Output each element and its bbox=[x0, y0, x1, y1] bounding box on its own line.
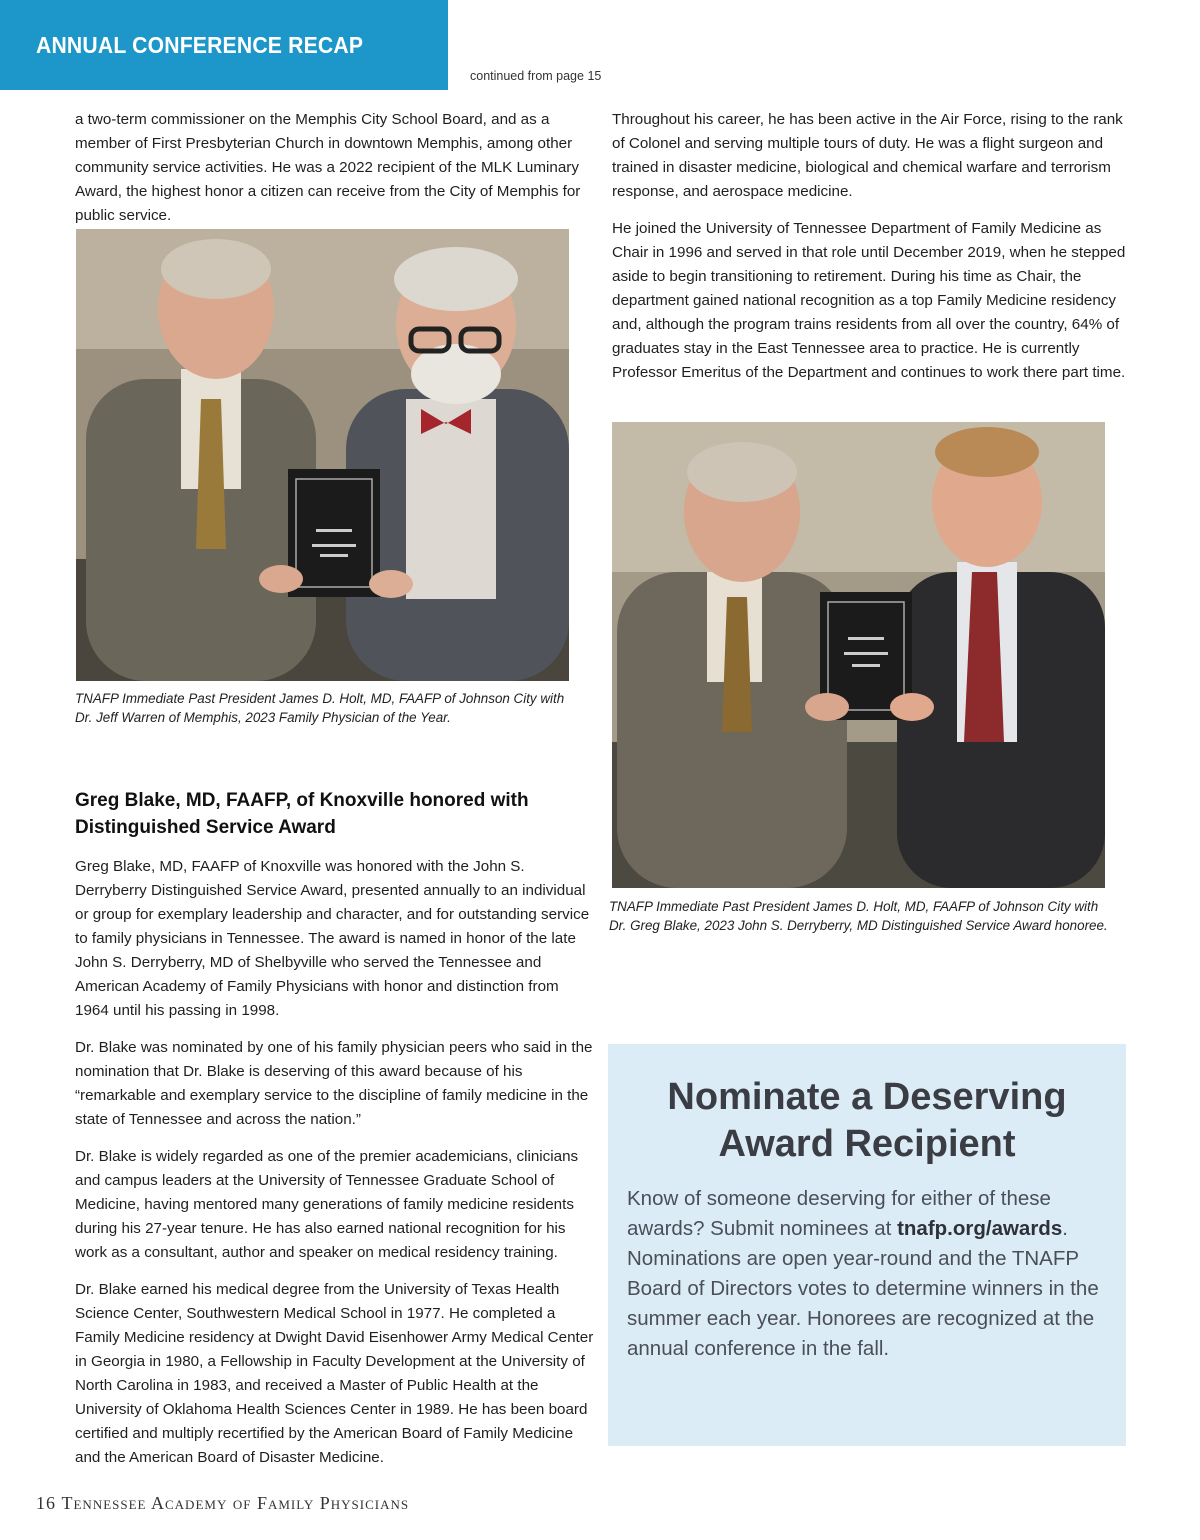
photo-illustration bbox=[76, 229, 569, 681]
callout-text-before: Know of someone deserving for either of these awards? Submit nominees at bbox=[627, 1187, 1051, 1240]
photo-illustration bbox=[612, 422, 1105, 888]
paragraph: He joined the University of Tennessee Department of Family Medicine as Chair in 1996 and served in that role until December 2019, when he stepped aside to begin transitioning to retirement. During his time as Chair, the department gained national recognition as a top Family Medicine residency and, although the program trains residents from all over the country, 64% of graduates stay in the East Tennessee area to practice. He is currently Professor Emeritus of the Department and continues to work there part time. bbox=[612, 220, 1126, 381]
callout-text-after: . Nominations are open year-round and the TNAFP Board of Directors votes to determine winners in the summer each year. Honorees are recognized at the annual conference in the fall. bbox=[627, 1217, 1099, 1360]
page-footer bbox=[36, 1493, 409, 1514]
article-heading: Greg Blake, MD, FAAFP, of Knoxville honored with Distinguished Service Award bbox=[75, 790, 529, 838]
photo-caption: TNAFP Immediate Past President James D. Holt, MD, FAAFP of Johnson City with Dr. Jeff Warren of Memphis, 2023 Family Physician of the Year. bbox=[75, 691, 565, 725]
paragraph: Dr. Blake is widely regarded as one of the premier academicians, clinicians and campus leaders at the University of Tennessee Graduate School of Medicine, having mentored many generations of family medicine residents during his 27-year tenure. He has also earned national recognition for his work as a consultant, author and speaker on medical residency training. bbox=[75, 1148, 579, 1261]
paragraph: Greg Blake, MD, FAAFP of Knoxville was honored with the John S. Derryberry Distinguished Service Award, presented annually to an individual or group for exemplary leadership and character, and for outstanding service to family physicians in Tennessee. The award is named in honor of the late John S. Derryberry, MD of Shelbyville who served the Tennessee and American Academy of Family Physicians with honor and distinction from 1964 until his passing in 1998. bbox=[75, 858, 590, 1019]
callout-title: Nominate a Deserving Award Recipient bbox=[667, 1076, 1067, 1165]
paragraph: a two-term commissioner on the Memphis City School Board, and as a member of First Presbyterian Church in downtown Memphis, among other community service activities. He was a 2022 recipient of the MLK Luminary Award, the highest honor a citizen can receive from the City of Memphis for public service. bbox=[75, 111, 581, 224]
photo-caption: TNAFP Immediate Past President James D. Holt, MD, FAAFP of Johnson City with Dr. Greg Blake, 2023 John S. Derryberry, MD Distinguished Service Award honoree. bbox=[609, 899, 1108, 933]
continued-note: continued from page 15 bbox=[470, 69, 602, 83]
award-photo-blake bbox=[612, 422, 1105, 888]
page-number: 16 bbox=[36, 1493, 56, 1513]
publication-name: Tennessee Academy of Family Physicians bbox=[61, 1493, 410, 1513]
nominate-callout-box bbox=[608, 1044, 1126, 1446]
award-photo-warren bbox=[76, 229, 569, 681]
awards-link[interactable]: tnafp.org/awards bbox=[897, 1217, 1063, 1240]
article-body bbox=[75, 855, 595, 1483]
paragraph: Throughout his career, he has been active in the Air Force, rising to the rank of Colonel and serving multiple tours of duty. He was a flight surgeon and trained in disaster medicine, biological and chemical warfare and terrorism response, and aerospace medicine. bbox=[612, 111, 1123, 200]
callout-body bbox=[627, 1184, 1117, 1364]
right-top-column bbox=[612, 108, 1132, 398]
section-header-bar bbox=[0, 0, 448, 90]
section-label: ANNUAL CONFERENCE RECAP bbox=[36, 32, 364, 58]
paragraph: Dr. Blake earned his medical degree from the University of Texas Health Science Center, Southwestern Medical School in 1977. He completed a Family Medicine residency at Dwight David Eisenhower Army Medical Center in Georgia in 1980, a Fellowship in Faculty Development at the University of North Carolina in 1983, and received a Master of Public Health at the University of Oklahoma Health Sciences Center in 1989. He has been board certified and multiply recertified by the American Board of Family Medicine and the American Board of Disaster Medicine. bbox=[75, 1281, 594, 1466]
paragraph: Dr. Blake was nominated by one of his family physician peers who said in the nomination that Dr. Blake is deserving of this award because of his “remarkable and exemplary service to the discipline of family medicine in the state of Tennessee and across the nation.” bbox=[75, 1039, 593, 1128]
left-top-column bbox=[75, 108, 595, 241]
